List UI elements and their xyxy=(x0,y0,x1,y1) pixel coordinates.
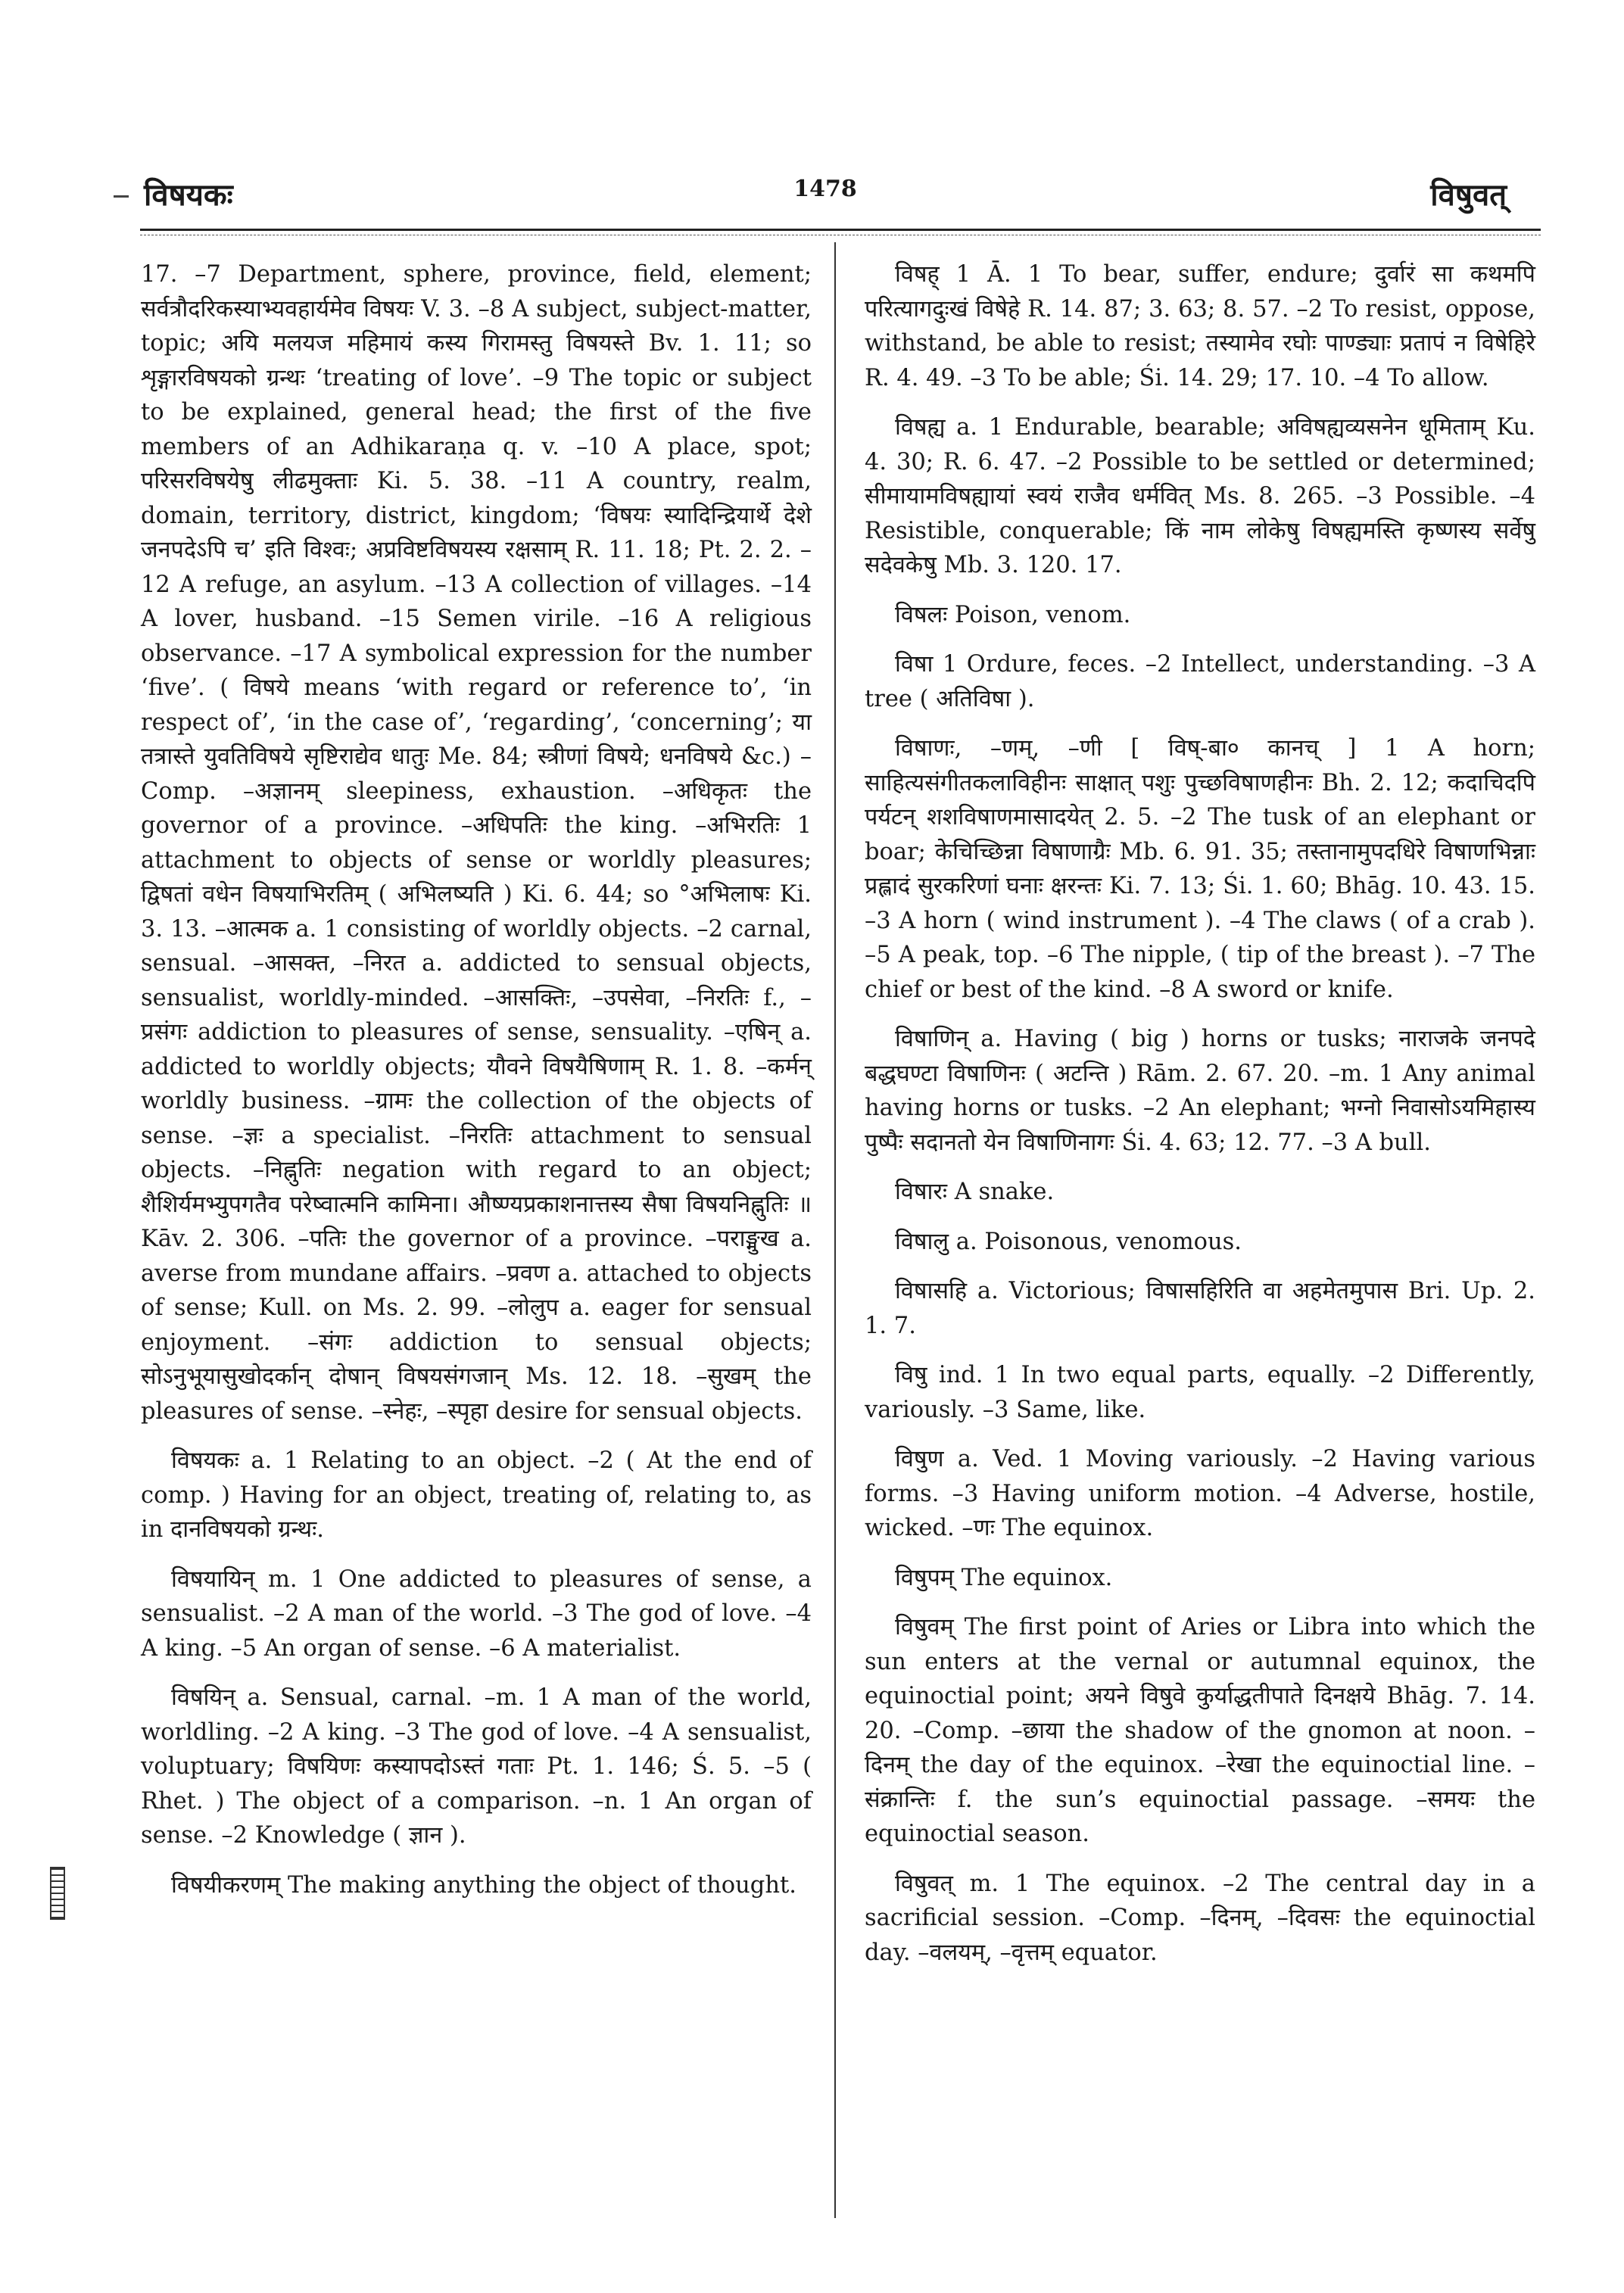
entry-vishuvam: विषुवम् The first point of Aries or Libra into which the sun enters at the vernal or autumnal equinox, the equinoctial point; अयने विषुवे कुर्याद्धतीपाते दिनक्षये Bhāg. 7. 14. 20. –Comp. –छाया the shadow of the gnomon at noon. –दिनम् the day of the equinox. –रेखा the equinoctial line. –संक्रान्तिः f. the sun’s equinoctial passage. –समयः the equinoctial season. xyxy=(865,1614,1535,1847)
entry-vishanin: विषाणिन् a. Having ( big ) horns or tusks; नाराजके जनपदे बद्धघण्टा विषाणिनः ( अटन्ति ) Rām. 2. 67. 20. –m. 1 Any animal having horns or tusks. –2 An elephant; भग्नो निवासोऽयमिहास्य पुष्पैः सदानतो येन विषाणिनागः Śi. 4. 63; 12. 77. –3 A bull. xyxy=(865,1026,1535,1156)
entry-vishara: विषारः A snake. xyxy=(895,1179,1055,1205)
entry-vishayayin: विषयायिन् m. 1 One addicted to pleasures of sense, a sensualist. –2 A man of the world. –3 The god of love. –4 A king. –5 An organ of sense. –6 A materialist. xyxy=(141,1566,812,1662)
entry-vishayin: विषयिन् a. Sensual, carnal. –m. 1 A man of the world, worldling. –2 A king. –3 The god of love. –4 A sensualist, voluptuary; विषयिणः कस्यापदोऽस्तं गताः Pt. 1. 146; Ś. 5. –5 ( Rhet. ) The object of a comparison. –n. 1 An organ of sense. –2 Knowledge ( ज्ञान ). xyxy=(141,1684,812,1849)
margin-tick xyxy=(114,195,129,198)
page-number: 1478 xyxy=(793,176,857,202)
header-left-guide-word: विषयकः xyxy=(144,177,233,213)
entry-vishayaka: विषयकः a. 1 Relating to an object. –2 ( At the end of comp. ) Having for an object, treating of, relating to, as in दानविषयको ग्रन्थः. xyxy=(141,1447,812,1543)
entry-vishala: विषलः Poison, venom. xyxy=(895,601,1131,628)
entry-visha: विषा 1 Ordure, feces. –2 Intellect, understanding. –3 A tree ( अतिविषा ). xyxy=(865,651,1535,712)
left-column xyxy=(141,257,812,1918)
binding-mark xyxy=(50,1867,65,1920)
column-divider xyxy=(834,242,836,2218)
entry-vishalu: विषालु a. Poisonous, venomous. xyxy=(895,1228,1242,1255)
entry-vishupam: विषुपम् The equinox. xyxy=(895,1564,1113,1591)
entry-vishuvat: विषुवत् m. 1 The equinox. –2 The central day in a sacrificial session. –Comp. –दिनम्, –दिवसः the equinoctial day. –वलयम्, –वृत्तम् equator. xyxy=(865,1870,1535,1966)
entry-vishayikaranam: विषयीकरणम् The making anything the object of thought. xyxy=(171,1871,796,1899)
page-header xyxy=(144,173,1507,218)
entry-continuation: 17. –7 Department, sphere, province, field, element; सर्वत्रौदरिकस्याभ्यवहार्यमेव विषयः V. 3. –8 A subject, subject-matter, topic; अयि मलयज महिमायं कस्य गिरामस्तु विषयस्ते Bv. 1. 11; so शृङ्गारविषयको ग्रन्थः ‘treating of love’. –9 The topic or subject to be explained, general head; the first of the five members of an Adhikaraṇa q. v. –10 A place, spot; परिसरविषयेषु लीढमुक्ताः Ki. 5. 38. –11 A country, realm, domain, territory, district, kingdom; ‘विषयः स्यादिन्द्रियार्थे देशे जनपदेऽपि च’ इति विश्वः; अप्रविष्टविषयस्य रक्षसाम् R. 11. 18; Pt. 2. 2. –12 A refuge, an asylum. –13 A collection of villages. –14 A lover, husband. –15 Semen virile. –16 A religious observance. –17 A symbolical expression for the number ‘five’. ( विषये means ‘with regard or reference to’, ‘in respect of’, ‘in the case of’, ‘regarding’, ‘concerning’; या तत्रास्ते युवतिविषये सृष्टिराद्येव धातुः Me. 84; स्त्रीणां विषये; धनविषये &c.) –Comp. –अज्ञानम् sleepiness, exhaustion. –अधिकृतः the governor of a province. –अधिपतिः the king. –अभिरतिः 1 attachment to objects of sense or worldly pleasures; द्विषतां वधेन विषयाभिरतिम् ( अभिलष्यति ) Ki. 6. 44; so °अभिलाषः Ki. 3. 13. –आत्मक a. 1 consisting of worldly objects. –2 carnal, sensual. –आसक्त, –निरत a. addicted to sensual objects, sensualist, worldly-minded. –आसक्तिः, –उपसेवा, –निरतिः f., –प्रसंगः addiction to pleasures of sense, sensuality. –एषिन् a. addicted to worldly objects; यौवने विषयैषिणाम् R. 1. 8. –कर्मन् worldly business. –ग्रामः the collection of the objects of sense. –ज्ञः a specialist. –निरतिः attachment to sensual objects. –निह्नुतिः negation with regard to an object; शैशिर्यमभ्युपगतैव परेष्वात्मनि कामिना। औष्ण्यप्रकाशनात्तस्य सैषा विषयनिह्नुतिः ॥ Kāv. 2. 306. –पतिः the governor of a province. –पराङ्मुख a. averse from mundane affairs. –प्रवण a. attached to objects of sense; Kull. on Ms. 2. 99. –लोलुप a. eager for sensual enjoyment. –संगः addiction to sensual objects; सोऽनुभूयासुखोदर्कान् दोषान् विषयसंगजान् Ms. 12. 18. –सुखम् the pleasures of sense. –स्नेहः, –स्पृहा desire for sensual objects. xyxy=(141,261,812,1425)
entry-vishah: विषह् 1 Ā. 1 To bear, suffer, endure; दुर्वारं सा कथमपि परित्यागदुःखं विषेहे R. 14. 87; 3. 63; 8. 57. –2 To resist, oppose, withstand, be able to resist; तस्यामेव रघोः पाण्ड्याः प्रतापं न विषेहिरे R. 4. 49. –3 To be able; Śi. 14. 29; 17. 10. –4 To allow. xyxy=(865,261,1535,391)
entry-vishahya: विषह्य a. 1 Endurable, bearable; अविषह्यव्यसनेन धूमिताम् Ku. 4. 30; R. 6. 47. –2 Possible to be settled or determined; सीमायामविषह्यायां स्वयं राजैव धर्मवित् Ms. 8. 265. –3 Possible. –4 Resistible, conquerable; किं नाम लोकेषु विषह्यमस्ति कृष्णस्य सर्वेषु सदेवकेषु Mb. 3. 120. 17. xyxy=(865,414,1535,578)
entry-vishasahi: विषासहि a. Victorious; विषासहिरिति वा अहमेतमुपास Bri. Up. 2. 1. 7. xyxy=(865,1278,1535,1339)
header-right-guide-word: विषुवत् xyxy=(1430,177,1507,213)
entry-vishana: विषाणः, –णम्, –णी [ विष्-बा० कानच् ] 1 A horn; साहित्यसंगीतकलाविहीनः साक्षात् पशुः पुच्छविषाणहीनः Bh. 2. 12; कदाचिदपि पर्यटन् शशविषाणमासादयेत् 2. 5. –2 The tusk of an elephant or boar; केचिच्छिन्ना विषाणाग्रैः Mb. 6. 91. 35; तस्तानामुपदधिरे विषाणभिन्नाः प्रह्लादं सुरकरिणां घनाः क्षरन्तः Ki. 7. 13; Śi. 1. 60; Bhāg. 10. 43. 15. –3 A horn ( wind instrument ). –4 The claws ( of a crab ). –5 A peak, top. –6 The nipple, ( tip of the breast ). –7 The chief or best of the kind. –8 A sword or knife. xyxy=(865,735,1535,1003)
entry-vishuna: विषुण a. Ved. 1 Moving variously. –2 Having various forms. –3 Having uniform motion. –4 Adverse, hostile, wicked. –णः The equinox. xyxy=(865,1446,1535,1541)
entry-vishu: विषु ind. 1 In two equal parts, equally. –2 Differently, variously. –3 Same, like. xyxy=(865,1362,1535,1423)
header-rule xyxy=(140,229,1541,231)
right-column xyxy=(865,257,1535,1985)
